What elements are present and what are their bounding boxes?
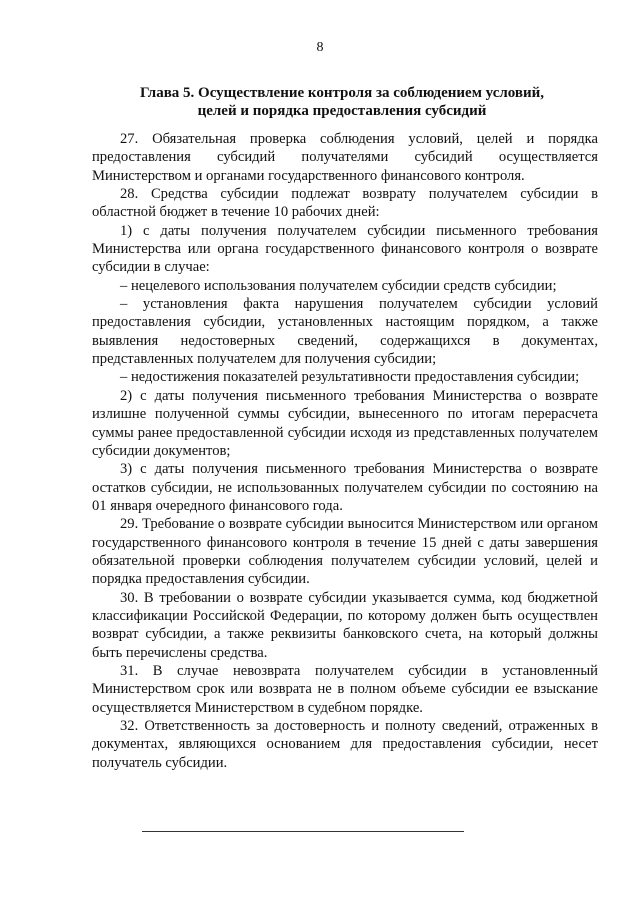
paragraph-27: 27. Обязательная проверка соблюдения условий, целей и порядка предоставления субсидий получателями субсидий осуществляется Министерством и органами государственного финансового контроля. [92,131,598,184]
paragraph-31: 31. В случае невозврата получателем субсидии в установленный Министерством срок или возврата не в полном объеме субсидии ее взыскание осуществляется Министерством в судебном порядке. [92,662,598,716]
paragraph-28-item-1: 1) с даты получения получателем субсидии письменного требования Министерства или органа государственного финансового контроля о возврате субсидии в случае: [92,222,598,276]
paragraph-29: 29. Требование о возврате субсидии выносится Министерством или органом государственного финансового контроля в течение 15 дней с даты завершения обязательной проверки соблюдения получателем субсидии условий, целей и порядка предоставления субсидии. [92,516,598,588]
paragraph-32: 32. Ответственность за достоверность и полноту сведений, отраженных в документах, являющихся основанием для предоставления субсидии, несет получатель субсидии. [92,718,598,771]
paragraph-28-dash-1: – нецелевого использования получателем субсидии средств субсидии; [120,277,557,294]
paragraph-30: 30. В требовании о возврате субсидии указывается сумма, код бюджетной классификации Российской Федерации, по которому должен быть осуществлен возврат субсидии, а также реквизиты банковского счета, на который должны быть перечислены средства. [92,589,598,661]
paragraph-28-dash-3: – недостижения показателей результативности предоставления субсидии; [120,369,580,386]
paragraph-28-dash-2: – установления факта нарушения получателем субсидии условий предоставления субсидии, установленных настоящим порядком, а также выявления недостоверных сведений, содержащихся в документах, представленных получателем для получения субсидии; [92,296,598,368]
document-body [92,130,598,772]
chapter-heading-line-1: Глава 5. Осуществление контроля за соблюдением условий, [139,85,545,101]
paragraph-28-item-2: 2) с даты получения письменного требования Министерства о возврате излишне полученной суммы субсидии, вынесенного по итогам перерасчета суммы ранее предоставленной субсидии исходя из представленных получателем субсидии документов; [92,387,598,459]
page-number: 8 [316,40,324,55]
chapter-heading [92,84,592,120]
chapter-heading-line-2: целей и порядка предоставления субсидий [197,103,487,119]
footer-rule [142,831,464,832]
paragraph-28: 28. Средства субсидии подлежат возврату получателем субсидии в областной бюджет в течение 10 рабочих дней: [92,186,598,221]
paragraph-28-item-3: 3) с даты получения письменного требования Министерства о возврате остатков субсидии, не использованных получателем субсидии по состоянию на 01 января очередного финансового года. [92,461,598,514]
